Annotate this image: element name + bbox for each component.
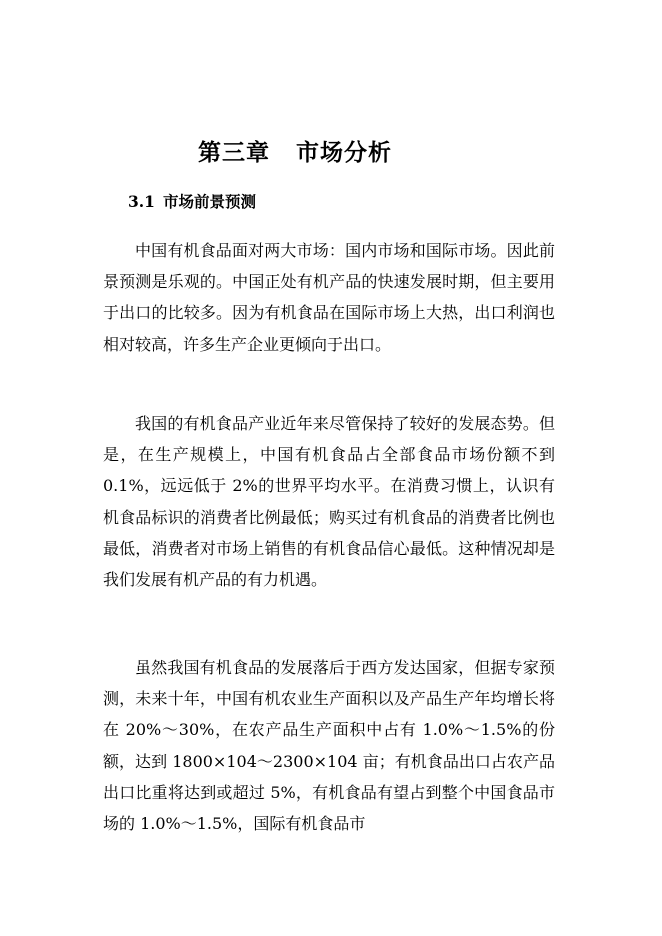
section-number: 3.1 <box>128 192 155 211</box>
paragraph: 我国的有机食品产业近年来尽管保持了较好的发展态势。但是，在生产规模上，中国有机食品占全部食品市场份额不到 0.1%，远远低于 2%的世界平均水平。在消费习惯上，认识有机食品标识的消费者比例最低；购买过有机食品的消费者比例也最低，消费者对市场上销售的有机食品信心最低。这种情况却是我们发展有机产品的有力机遇。 <box>103 414 555 590</box>
section-heading <box>128 190 256 212</box>
section-title: 市场前景预测 <box>162 192 256 211</box>
paragraph: 虽然我国有机食品的发展落后于西方发达国家，但据专家预测，未来十年，中国有机农业生产面积以及产品生产年均增长将在 20%～30%，在农产品生产面积中占有 1.0%～1.5%的份额，达到 1800×104～2300×104 亩；有机食品出口占农产品出口比重将达到或超过 5%，有机食品有望占到整个中国食品市场的 1.0%～1.5%，国际有机食品市 <box>103 658 555 834</box>
chapter-number: 第三章 <box>198 139 270 166</box>
chapter-title <box>198 134 392 167</box>
paragraph: 中国有机食品面对两大市场：国内市场和国际市场。因此前景预测是乐观的。中国正处有机产品的快速发展时期，但主要用于出口的比较多。因为有机食品在国际市场上大热，出口利润也相对较高，许多生产企业更倾向于出口。 <box>103 241 555 354</box>
chapter-name: 市场分析 <box>296 139 392 166</box>
